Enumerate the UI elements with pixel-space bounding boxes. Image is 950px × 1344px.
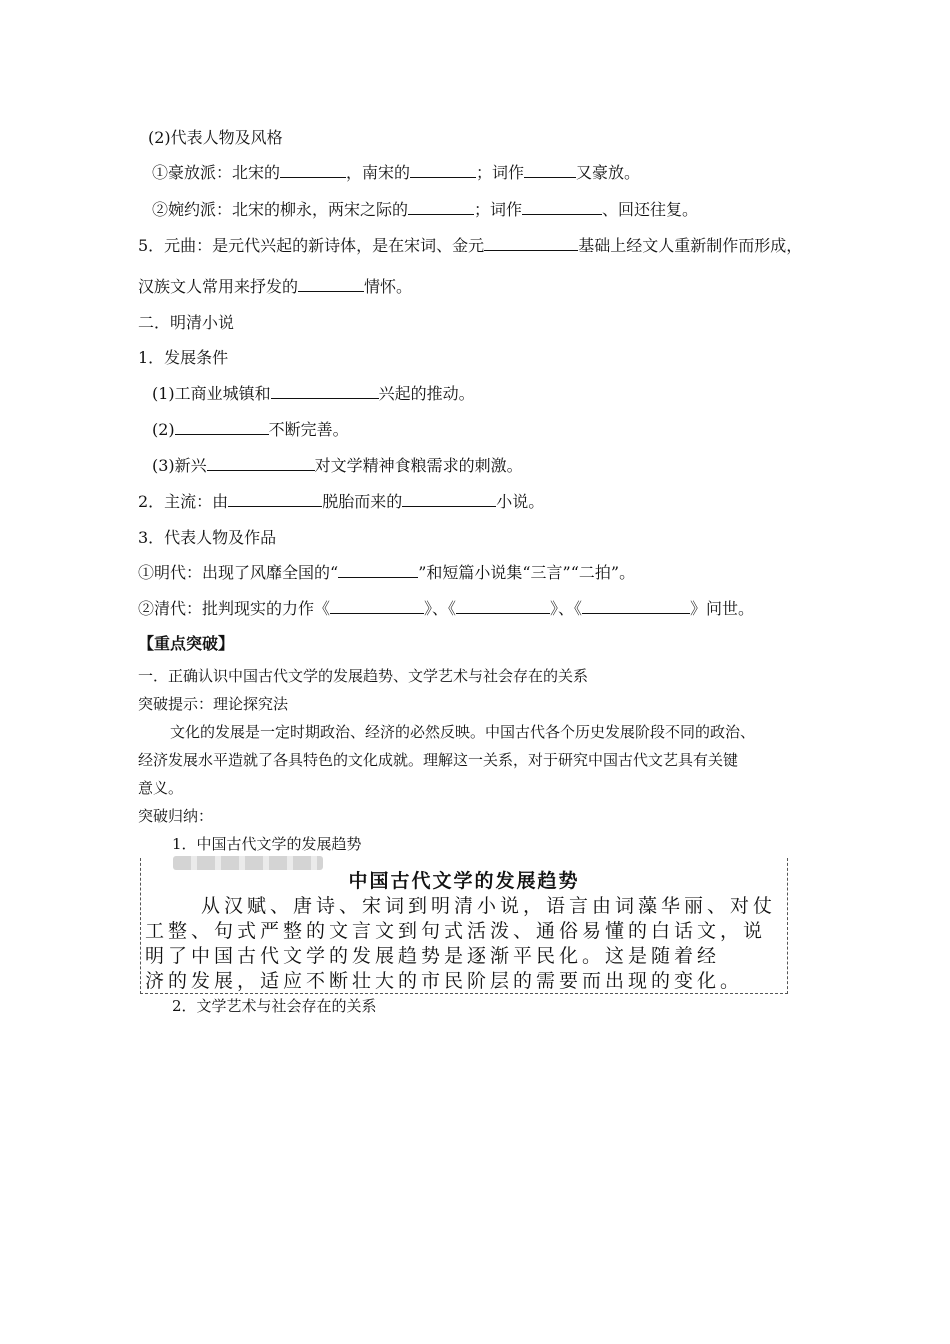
sub-heading-conditions: 1．发展条件 <box>138 348 229 367</box>
blank-field[interactable] <box>410 163 476 178</box>
blank-field[interactable] <box>456 599 550 614</box>
qing-text-a: ②清代：批判现实的力作《 <box>138 599 331 618</box>
ming-text-a: ①明代：出现了风靡全国的“ <box>138 563 339 582</box>
style-heading: (2)代表人物及风格 <box>148 128 283 147</box>
blank-field[interactable] <box>402 492 496 507</box>
ming-text-b: ”和短篇小说集“三言”“二拍”。 <box>418 563 636 582</box>
condition-2-text-b: 不断完善。 <box>268 420 349 439</box>
blank-field[interactable] <box>524 163 576 178</box>
blank-field[interactable] <box>280 163 346 178</box>
yuanqu-text-4: 情怀。 <box>364 277 413 296</box>
wanyue-line <box>152 200 698 220</box>
trend-box-line-4: 济的发展，适应不断壮大的市民阶层的需要而出现的变化。 <box>145 970 744 992</box>
blank-field[interactable] <box>484 236 578 251</box>
yuanqu-line <box>138 236 802 256</box>
point-1-heading: 一．正确认识中国古代文学的发展趋势、文学艺术与社会存在的关系 <box>138 667 589 685</box>
blank-field[interactable] <box>338 563 418 578</box>
section-heading-mingqing: 二．明清小说 <box>138 313 235 332</box>
condition-3-text-b: 对文学精神食粮需求的刺激。 <box>314 456 523 475</box>
ming-dynasty-line <box>138 563 635 583</box>
qing-text-c: 》、《 <box>550 599 583 618</box>
haofang-text-4: 又豪放。 <box>576 163 641 182</box>
mainstream-text-a: 2．主流：由 <box>138 492 229 511</box>
trend-box-line-2: 工整、句式严整的文言文到句式活泼、通俗易懂的白话文，说 <box>145 920 767 942</box>
wanyue-text-2: ；词作 <box>474 200 523 219</box>
trend-box-line-1: 从汉赋、唐诗、宋词到明清小说，语言由词藻华丽、对仗 <box>201 895 777 917</box>
blank-field[interactable] <box>330 599 424 614</box>
mainstream-line <box>138 492 544 512</box>
qing-text-d: 》问世。 <box>690 599 755 618</box>
condition-3-text-a: (3)新兴 <box>152 456 207 475</box>
trend-box-title: 中国古代文学的发展趋势 <box>348 870 580 892</box>
wanyue-text-3: 、回还往复。 <box>602 200 699 219</box>
summary-label: 突破归纳： <box>138 807 214 825</box>
yuanqu-text-2: 基础上经文人重新制作而形成， <box>578 236 803 255</box>
sub-heading-representatives: 3．代表人物及作品 <box>138 528 277 547</box>
breakthrough-hint: 突破提示：理论探究法 <box>138 695 289 713</box>
haofang-line <box>152 163 640 183</box>
condition-2-text-a: (2) <box>152 420 175 439</box>
blank-field[interactable] <box>228 492 322 507</box>
mainstream-text-c: 小说。 <box>496 492 545 511</box>
qing-dynasty-line <box>138 599 754 619</box>
condition-1 <box>152 384 475 404</box>
blank-field[interactable] <box>207 456 315 471</box>
condition-1-text-a: (1)工商业城镇和 <box>152 384 271 403</box>
haofang-text-1: ①豪放派：北宋的 <box>152 163 281 182</box>
paragraph-line-2: 经济发展水平造就了各具特色的文化成就。理解这一关系，对于研究中国古代文艺具有关键 <box>138 751 739 769</box>
yuanqu-text-3: 汉族文人常用来抒发的 <box>138 277 299 296</box>
blank-field[interactable] <box>175 420 269 435</box>
condition-3 <box>152 456 523 476</box>
wanyue-text-1: ②婉约派：北宋的柳永，两宋之际的 <box>152 200 409 219</box>
blank-field[interactable] <box>582 599 690 614</box>
haofang-text-2: ，南宋的 <box>346 163 411 182</box>
yuanqu-text-1: 5．元曲：是元代兴起的新诗体，是在宋词、金元 <box>138 236 485 255</box>
mainstream-text-b: 脱胎而来的 <box>322 492 403 511</box>
trend-box-line-3: 明了中国古代文学的发展趋势是逐渐平民化。这是随着经 <box>145 945 721 967</box>
blank-field[interactable] <box>522 200 602 215</box>
blank-field[interactable] <box>271 384 379 399</box>
condition-1-text-b: 兴起的推动。 <box>378 384 475 403</box>
summary-item-2: 2．文学艺术与社会存在的关系 <box>172 997 377 1015</box>
trend-box <box>140 858 788 994</box>
summary-item-1: 1．中国古代文学的发展趋势 <box>172 835 362 853</box>
yuanqu-line-2 <box>138 277 412 297</box>
blank-field[interactable] <box>408 200 474 215</box>
blank-field[interactable] <box>298 277 364 292</box>
haofang-text-3: ；词作 <box>476 163 525 182</box>
condition-2 <box>152 420 349 440</box>
paragraph-line-3: 意义。 <box>138 779 184 797</box>
qing-text-b: 》、《 <box>424 599 457 618</box>
paragraph-line-1: 文化的发展是一定时期政治、经济的必然反映。中国古代各个历史发展阶段不同的政治、 <box>170 723 756 741</box>
key-breakthrough-heading: 【重点突破】 <box>138 634 235 653</box>
